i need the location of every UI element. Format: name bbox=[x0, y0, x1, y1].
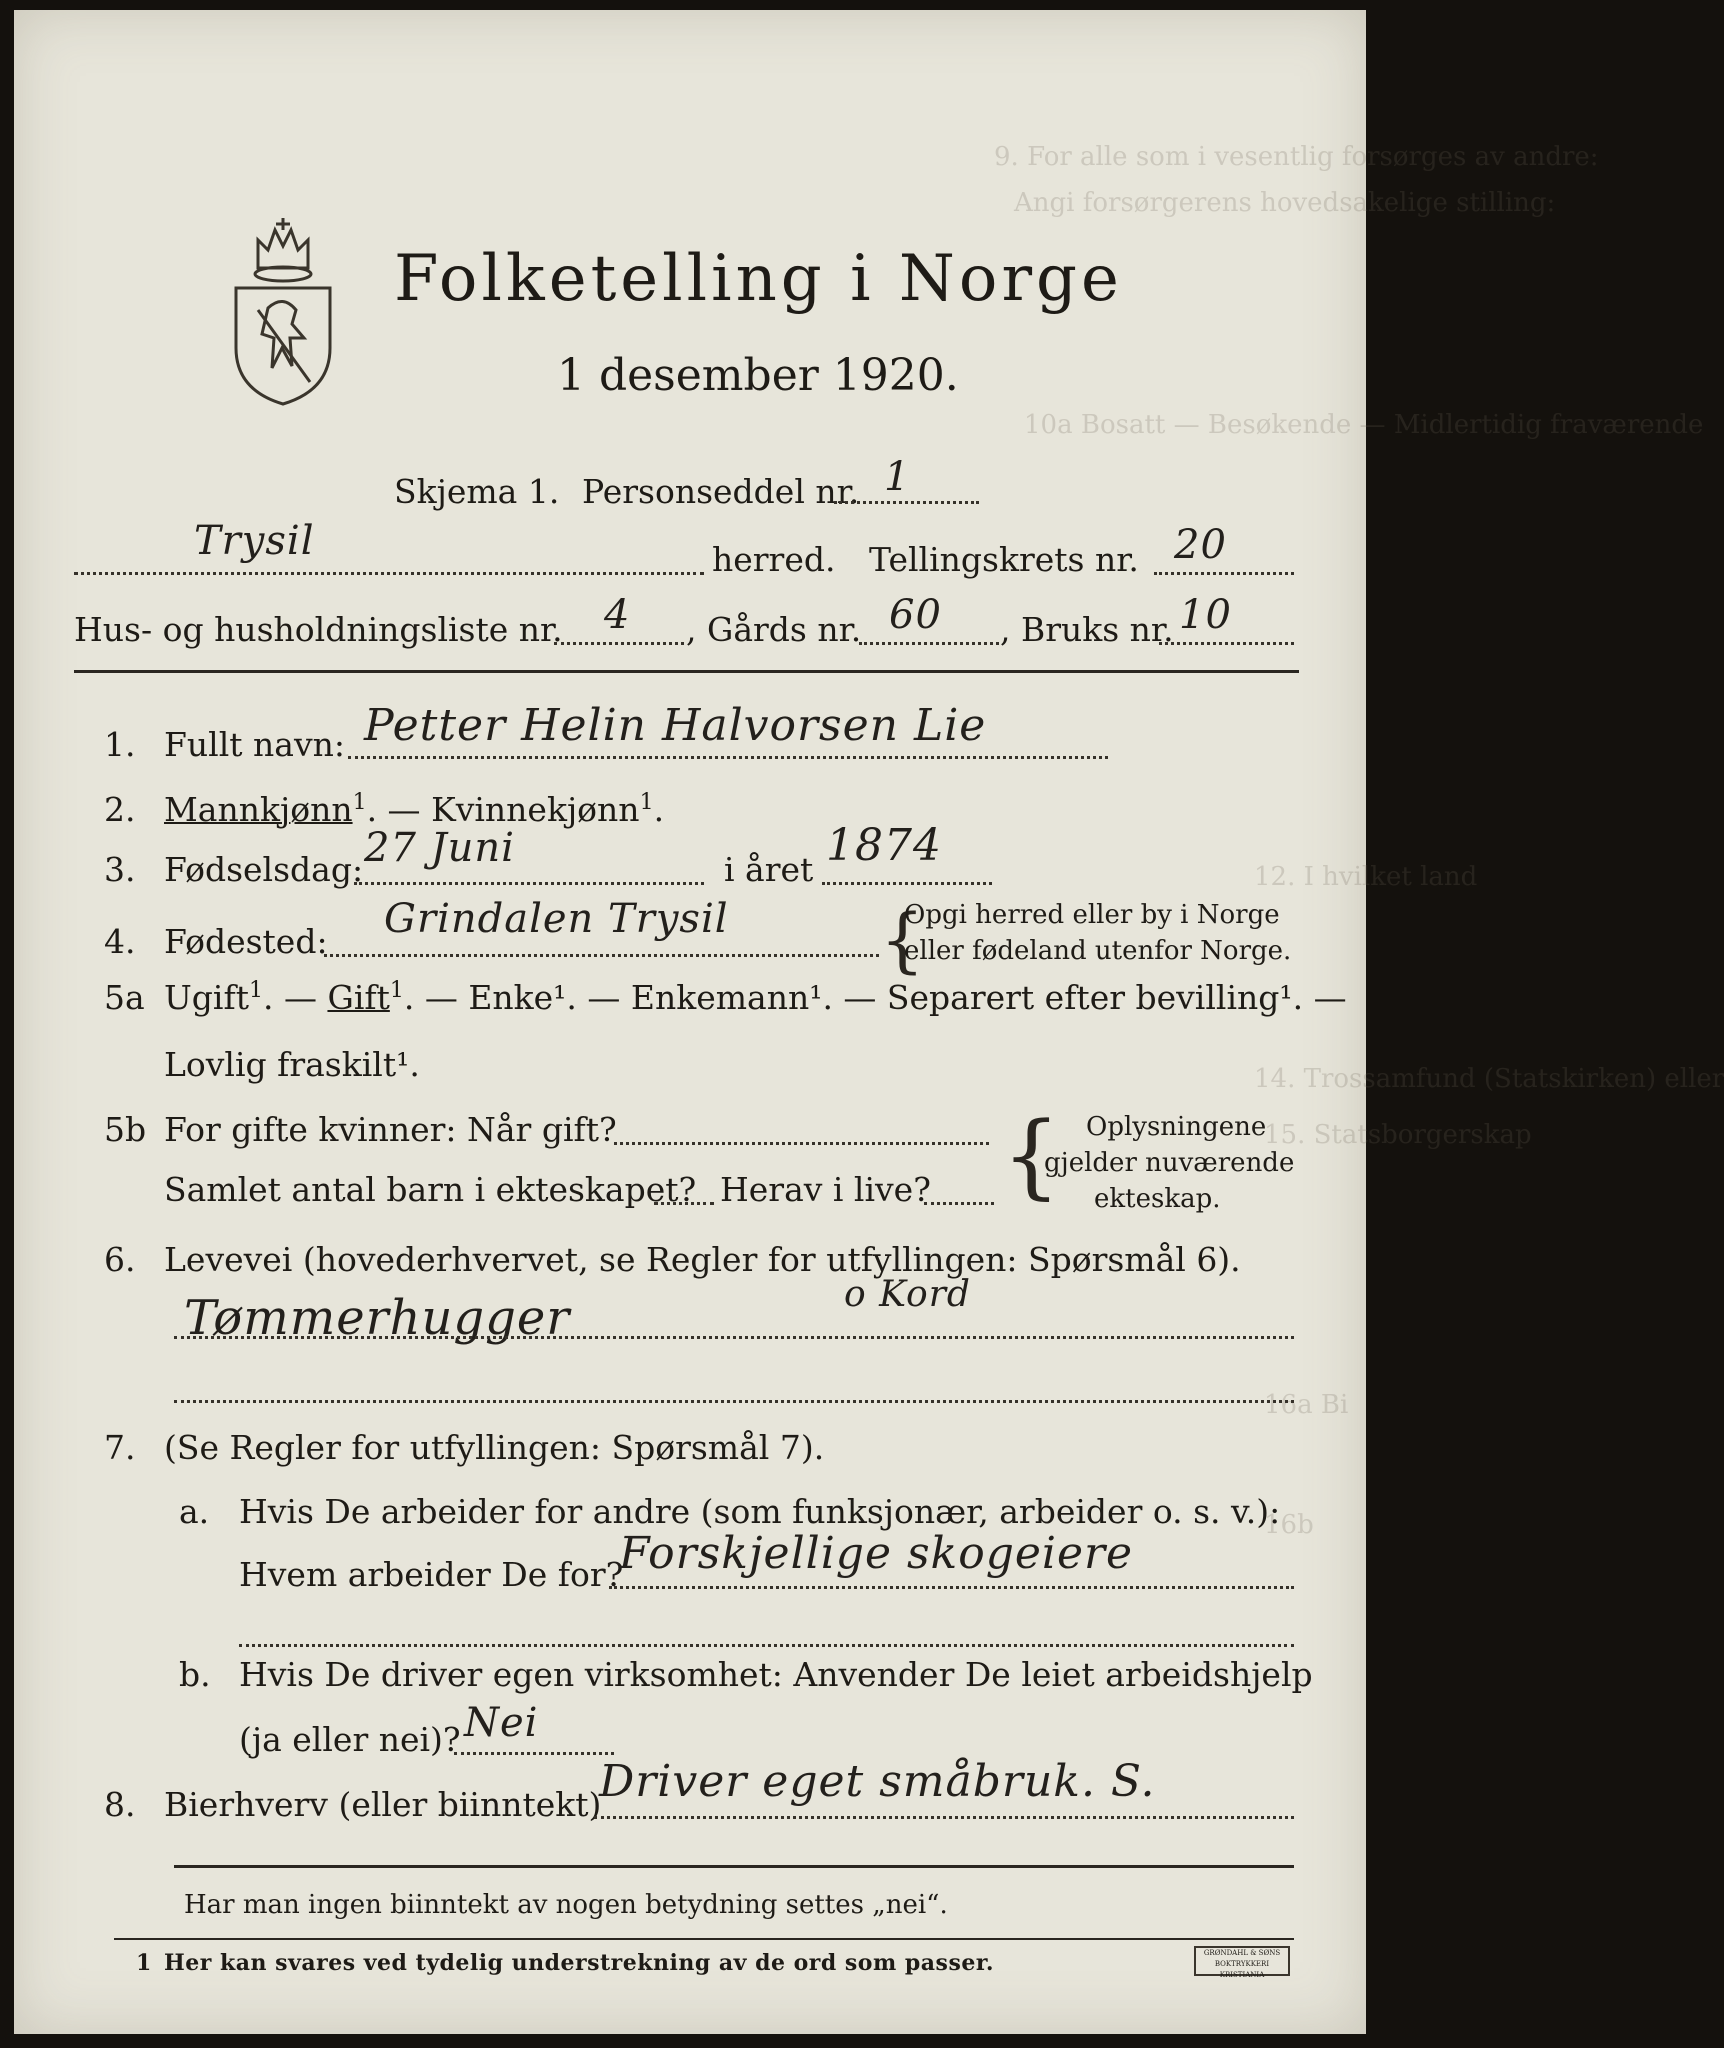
gift-option: Gift bbox=[327, 978, 390, 1017]
q4-dotted-line bbox=[324, 954, 879, 957]
gards-dotted-line bbox=[859, 642, 999, 645]
birthplace-value: Grindalen Trysil bbox=[384, 896, 729, 942]
q8-label: Bierhverv (eller biinntekt) bbox=[164, 1785, 602, 1824]
occupation-value-addition: o Kord bbox=[844, 1274, 971, 1315]
birth-year-value: 1874 bbox=[826, 820, 942, 871]
gards-value: 60 bbox=[889, 592, 942, 638]
bleed-through-line: 10a Bosatt — Besøkende — Midlertidig fraværende bbox=[1024, 410, 1704, 440]
q5b-children-dotted-line bbox=[654, 1202, 714, 1205]
printer-stamp: GRØNDAHL & SØNS BOKTRYKKERI KRISTIANIA bbox=[1194, 1946, 1290, 1976]
q7a-dotted-line bbox=[609, 1586, 1294, 1589]
tellingskrets-label: Tellingskrets nr. bbox=[869, 540, 1139, 579]
q4-brace: { bbox=[880, 899, 925, 981]
q5a-marital-options: Ugift$^1$. — Gift$^1$. — Enke¹. — Enkemann¹. — Separert efter bevilling¹. — bbox=[164, 978, 1347, 1017]
q5b-note-line2: gjelder nuværende bbox=[1044, 1148, 1295, 1178]
q1-number: 1. bbox=[104, 725, 136, 764]
q7b-text: Hvis De driver egen virksomhet: Anvender De leiet arbeidshjelp bbox=[239, 1655, 1313, 1694]
q1-full-name-value: Petter Helin Halvorsen Lie bbox=[364, 700, 987, 751]
bleed-through-line: 12. I hvilket land bbox=[1254, 862, 1478, 892]
q6-dotted-line-2 bbox=[174, 1400, 1294, 1403]
bleed-through-line: 14. Trossamfund (Statskirken) eller bbox=[1254, 1064, 1724, 1094]
husholdningsliste-dotted-line bbox=[554, 642, 684, 645]
year-label: i året bbox=[724, 850, 814, 889]
q5a-line2: Lovlig fraskilt¹. bbox=[164, 1045, 420, 1084]
q5b-line1: For gifte kvinner: Når gift? bbox=[164, 1110, 617, 1149]
employer-value: Forskjellige skogeiere bbox=[619, 1528, 1134, 1579]
q5b-note-line3: ekteskap. bbox=[1094, 1184, 1221, 1214]
q5b-alive-dotted-line bbox=[924, 1202, 994, 1205]
year-dotted-line bbox=[822, 882, 992, 885]
herred-dotted-line bbox=[74, 572, 704, 575]
q6-number: 6. bbox=[104, 1240, 136, 1279]
q1-label: Fullt navn: bbox=[164, 725, 345, 764]
q7b-letter: b. bbox=[179, 1655, 211, 1694]
q7a-text: Hvis De arbeider for andre (som funksjonær, arbeider o. s. v.): bbox=[239, 1492, 1281, 1531]
bleed-through-line: Angi forsørgerens hovedsakelige stilling: bbox=[1014, 188, 1556, 218]
norwegian-coat-of-arms-icon bbox=[228, 198, 338, 412]
mannkjonn-option: Mannkjønn bbox=[164, 790, 353, 829]
q5b-alive-label: Herav i live? bbox=[720, 1170, 931, 1209]
q7a-dotted-line-2 bbox=[239, 1644, 1294, 1647]
q4-note-line1: Opgi herred eller by i Norge bbox=[904, 900, 1280, 930]
personseddel-dotted-line bbox=[834, 501, 979, 504]
q3-dotted-line bbox=[354, 882, 704, 885]
census-form-sheet bbox=[14, 10, 1724, 2034]
gards-label: , Gårds nr. bbox=[686, 610, 862, 649]
q7a-question: Hvem arbeider De for? bbox=[239, 1555, 624, 1594]
q3-label: Fødselsdag: bbox=[164, 850, 364, 889]
skjema-label: Skjema 1. bbox=[394, 472, 560, 511]
q8-dotted-line bbox=[594, 1816, 1294, 1819]
footnote-mark: 1 bbox=[136, 1950, 152, 1976]
footer-note: Har man ingen biinntekt av nogen betydning settes „nei“. bbox=[184, 1890, 948, 1920]
personseddel-value: 1 bbox=[884, 454, 911, 500]
q5b-brace: { bbox=[1002, 1102, 1061, 1209]
q4-number: 4. bbox=[104, 922, 136, 961]
tellingskrets-dotted-line bbox=[1154, 572, 1294, 575]
tellingskrets-value: 20 bbox=[1174, 522, 1227, 568]
herred-label: herred. bbox=[712, 540, 836, 579]
q5b-children-label: Samlet antal barn i ekteskapet? bbox=[164, 1170, 697, 1209]
q5b-number: 5b bbox=[104, 1110, 147, 1149]
occupation-value: Tømmerhugger bbox=[184, 1290, 571, 1346]
q5b-married-dotted-line bbox=[614, 1142, 989, 1145]
footer-divider bbox=[174, 1865, 1294, 1868]
q3-number: 3. bbox=[104, 850, 136, 889]
bleed-through-line: 9. For alle som i vesentlig forsørges av andre: bbox=[994, 142, 1599, 172]
bruks-value: 10 bbox=[1179, 592, 1232, 638]
q2-number: 2. bbox=[104, 790, 136, 829]
q7b-question: (ja eller nei)? bbox=[239, 1720, 461, 1759]
kvinnekjonn-option: Kvinnekjønn bbox=[431, 790, 640, 829]
q7-label: (Se Regler for utfyllingen: Spørsmål 7). bbox=[164, 1428, 825, 1467]
hired-help-value: Nei bbox=[464, 1700, 539, 1746]
q7-number: 7. bbox=[104, 1428, 136, 1467]
q7a-letter: a. bbox=[179, 1492, 210, 1531]
q4-label: Fødested: bbox=[164, 922, 328, 961]
husholdningsliste-label: Hus- og husholdningsliste nr. bbox=[74, 610, 563, 649]
bleed-through-line: 16a Bi bbox=[1264, 1390, 1349, 1420]
q5b-note-line1: Oplysningene bbox=[1086, 1112, 1267, 1142]
q8-number: 8. bbox=[104, 1785, 136, 1824]
q5a-number: 5a bbox=[104, 978, 145, 1017]
q6-label: Levevei (hovederhvervet, se Regler for utfyllingen: Spørsmål 6). bbox=[164, 1240, 1241, 1279]
side-income-value: Driver eget småbruk. S. bbox=[599, 1756, 1156, 1807]
ugift-option: Ugift bbox=[164, 978, 249, 1017]
q2-gender: Mannkjønn$^1$. — Kvinnekjønn$^1$. bbox=[164, 790, 665, 829]
footnote-text: Her kan svares ved tydelig understrekning av de ord som passer. bbox=[164, 1950, 995, 1976]
herred-value: Trysil bbox=[194, 518, 315, 564]
q4-note-line2: eller fødeland utenfor Norge. bbox=[904, 936, 1292, 966]
form-title: Folketelling i Norge bbox=[394, 242, 1123, 316]
header-divider bbox=[74, 670, 1299, 673]
footnote-divider bbox=[114, 1938, 1294, 1940]
husholdningsliste-value: 4 bbox=[604, 592, 631, 638]
personseddel-label: Personseddel nr. bbox=[582, 472, 860, 511]
census-date: 1 desember 1920. bbox=[557, 350, 959, 401]
bleed-through-line: 15. Statsborgerskap bbox=[1264, 1120, 1532, 1150]
birthday-value: 27 Juni bbox=[364, 825, 515, 871]
bruks-label: , Bruks nr. bbox=[1000, 610, 1174, 649]
bleed-through-line: 16b bbox=[1264, 1510, 1314, 1540]
q1-dotted-line bbox=[348, 756, 1108, 759]
q7b-dotted-line bbox=[454, 1752, 614, 1755]
q6-dotted-line-1 bbox=[174, 1336, 1294, 1339]
bruks-dotted-line bbox=[1159, 642, 1294, 645]
